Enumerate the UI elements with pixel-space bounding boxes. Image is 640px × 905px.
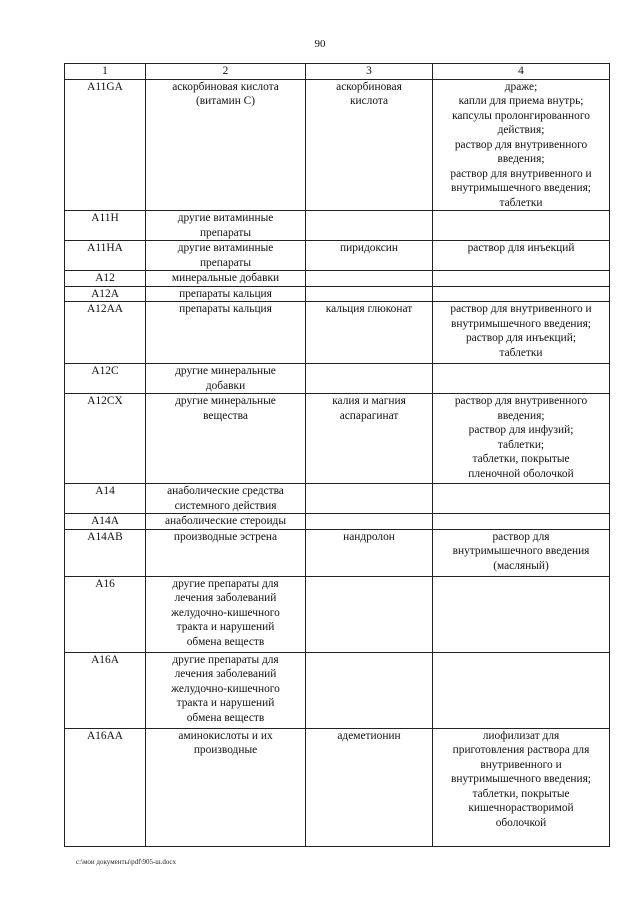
- drug-cell: [306, 211, 433, 241]
- table-row: [65, 576, 610, 652]
- atc-code-cell: A12AA: [65, 302, 146, 364]
- group-cell: другие витаминные препараты: [146, 211, 306, 241]
- group-cell: анаболические стероиды: [146, 514, 306, 530]
- atc-code-cell: A12: [65, 271, 146, 287]
- dosage-forms-cell: [433, 364, 610, 394]
- table-row: [65, 652, 610, 728]
- dosage-forms-cell: драже; капли для приема внутрь; капсулы пролонгированного действия; раствор для внутривенного введения; раствор для внутривенного и внутримышечного введения; таблетки: [433, 79, 610, 211]
- dosage-forms-cell: раствор для инъекций: [433, 241, 610, 271]
- atc-code-cell: A12C: [65, 364, 146, 394]
- atc-code-cell: A12CX: [65, 394, 146, 484]
- atc-code-cell: A16A: [65, 652, 146, 728]
- dosage-forms-cell: раствор для внутривенного и внутримышечного введения; раствор для инъекций; таблетки: [433, 302, 610, 364]
- header-cell-2: 2: [146, 64, 306, 80]
- dosage-forms-cell: [433, 271, 610, 287]
- atc-code-cell: A12A: [65, 286, 146, 302]
- drug-cell: [306, 286, 433, 302]
- atc-code-cell: A14: [65, 484, 146, 514]
- group-cell: минеральные добавки: [146, 271, 306, 287]
- group-cell: другие витаминные препараты: [146, 241, 306, 271]
- drug-cell: адеметионин: [306, 728, 433, 846]
- group-cell: производные эстрена: [146, 529, 306, 576]
- drug-cell: кальция глюконат: [306, 302, 433, 364]
- table-row: [65, 302, 610, 364]
- group-cell: другие минеральные добавки: [146, 364, 306, 394]
- table-row: [65, 286, 610, 302]
- dosage-forms-cell: [433, 211, 610, 241]
- drug-cell: калия и магния аспарагинат: [306, 394, 433, 484]
- group-cell: аминокислоты и их производные: [146, 728, 306, 846]
- group-cell: аскорбиновая кислота (витамин С): [146, 79, 306, 211]
- drug-cell: [306, 484, 433, 514]
- document-path-footer: c:\мои документы\pdf\905-ш.docx: [76, 858, 177, 866]
- header-cell-4: 4: [433, 64, 610, 80]
- table-row: [65, 484, 610, 514]
- table-row: [65, 211, 610, 241]
- atc-code-cell: A16AA: [65, 728, 146, 846]
- drug-cell: [306, 576, 433, 652]
- drug-cell: нандролон: [306, 529, 433, 576]
- dosage-forms-cell: [433, 514, 610, 530]
- drug-cell: [306, 364, 433, 394]
- header-cell-3: 3: [306, 64, 433, 80]
- group-cell: анаболические средства системного действия: [146, 484, 306, 514]
- atc-code-cell: A14A: [65, 514, 146, 530]
- atc-code-cell: A11GA: [65, 79, 146, 211]
- table-row: [65, 529, 610, 576]
- drug-table: [64, 63, 610, 847]
- header-cell-1: 1: [65, 64, 146, 80]
- dosage-forms-cell: раствор для внутримышечного введения (масляный): [433, 529, 610, 576]
- dosage-forms-cell: лиофилизат для приготовления раствора для внутривенного и внутримышечного введения; таблетки, покрытые кишечнорастворимой оболочкой: [433, 728, 610, 846]
- dosage-forms-cell: [433, 576, 610, 652]
- table-row: [65, 514, 610, 530]
- dosage-forms-cell: [433, 484, 610, 514]
- group-cell: препараты кальция: [146, 286, 306, 302]
- atc-code-cell: A11H: [65, 211, 146, 241]
- table-row: [65, 364, 610, 394]
- group-cell: другие препараты для лечения заболеваний желудочно-кишечного тракта и нарушений обмена веществ: [146, 652, 306, 728]
- table-row: [65, 394, 610, 484]
- drug-cell: [306, 652, 433, 728]
- group-cell: другие препараты для лечения заболеваний желудочно-кишечного тракта и нарушений обмена веществ: [146, 576, 306, 652]
- table-row: [65, 79, 610, 211]
- group-cell: другие минеральные вещества: [146, 394, 306, 484]
- drug-cell: пиридоксин: [306, 241, 433, 271]
- atc-code-cell: A16: [65, 576, 146, 652]
- drug-cell: [306, 271, 433, 287]
- table-header-row: [65, 64, 610, 80]
- table-row: [65, 728, 610, 846]
- page-number: 90: [314, 38, 326, 50]
- dosage-forms-cell: раствор для внутривенного введения; раствор для инфузий; таблетки; таблетки, покрытые пленочной оболочкой: [433, 394, 610, 484]
- table-row: [65, 241, 610, 271]
- atc-code-cell: A11HA: [65, 241, 146, 271]
- dosage-forms-cell: [433, 286, 610, 302]
- atc-code-cell: A14AB: [65, 529, 146, 576]
- group-cell: препараты кальция: [146, 302, 306, 364]
- dosage-forms-cell: [433, 652, 610, 728]
- table-row: [65, 271, 610, 287]
- drug-cell: аскорбиновая кислота: [306, 79, 433, 211]
- drug-cell: [306, 514, 433, 530]
